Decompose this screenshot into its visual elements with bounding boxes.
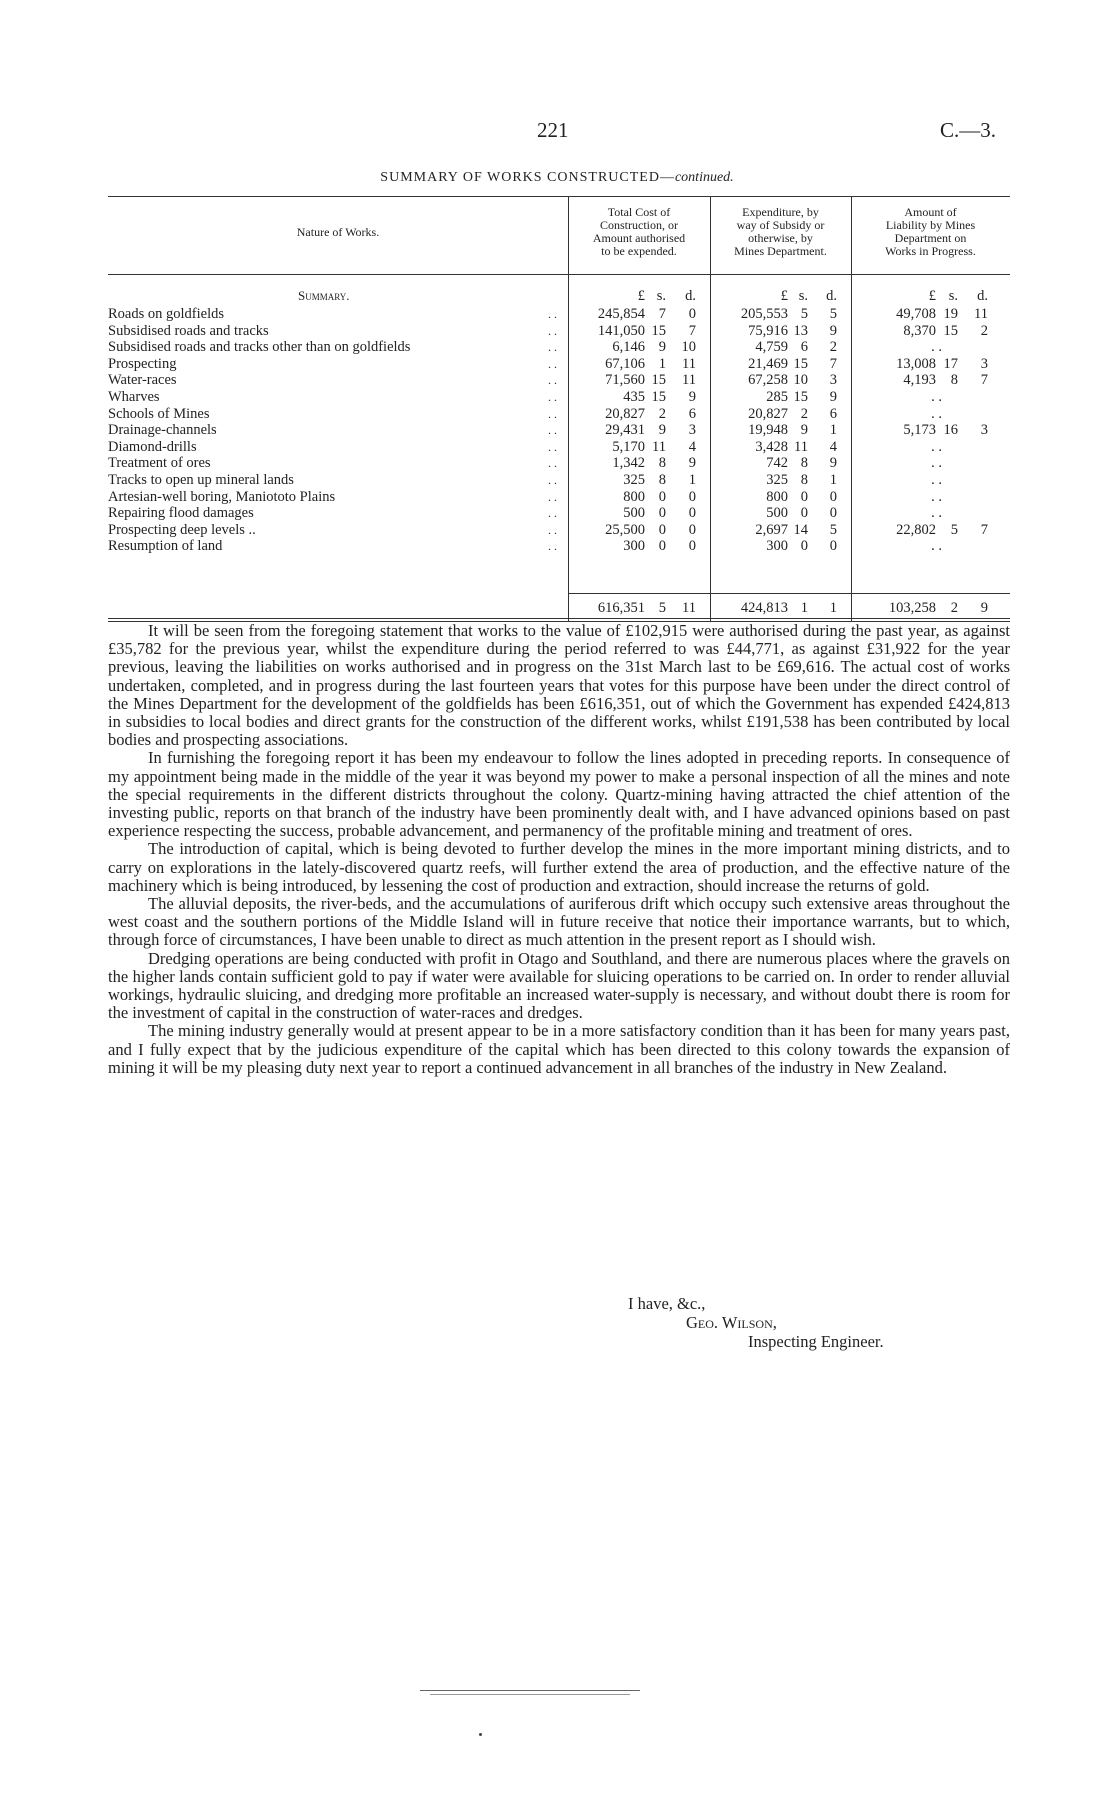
header-nature: Nature of Works.: [296, 225, 380, 239]
cost-pence: 9: [688, 389, 696, 405]
cost-shillings: 11: [652, 438, 666, 455]
unit-shillings: s.: [798, 288, 808, 304]
exp-pounds: 325: [766, 472, 788, 488]
exp-shillings: 5: [800, 306, 808, 322]
total-liab-pounds: 103,258: [888, 600, 936, 616]
total-cost-pence: 11: [682, 600, 696, 616]
signature-closing: I have, &c.,: [628, 1294, 706, 1313]
paragraph: In furnishing the foregoing report it has been my endeavour to follow the lines adopted in preceding reports. In consequence of my appointment being made in the middle of the year it was beyond my power to make a personal inspection of all the mines and note the special requirements in the different districts throughout the colony. Quartz-mining having attracted the chief attention of the investing public, reports on that branch of the industry have been prominently dealt with, and I have advanced opinions based on past experience respecting the success, probable advancement, and permanency of the profitable mining and treatment of ores.: [108, 748, 1010, 841]
total-liab-shillings: 2: [950, 600, 958, 616]
cost-pence: 9: [688, 455, 696, 472]
footer-rule: [420, 1690, 640, 1691]
leader-dots: . .: [548, 323, 557, 338]
cost-pounds: 300: [623, 538, 645, 555]
liab-pence: 3: [980, 355, 988, 372]
empty-cell: . .: [931, 438, 942, 455]
row-label: Schools of Mines: [108, 405, 210, 422]
exp-pence: 5: [829, 306, 837, 322]
exp-shillings: 0: [800, 538, 808, 555]
total-liab-pence: 9: [980, 600, 988, 616]
header-cost: Total Cost of Construction, or Amount authorised to be expended.: [592, 205, 686, 258]
exp-pounds: 4,759: [755, 339, 788, 356]
row-label: Diamond-drills: [108, 438, 197, 455]
leader-dots: . .: [548, 356, 557, 371]
row-label: Prospecting: [108, 355, 177, 372]
cost-shillings: 15: [651, 372, 666, 389]
row-label: Tracks to open up mineral lands: [108, 472, 294, 488]
footer-dot: [479, 1733, 482, 1736]
cost-pence: 11: [682, 372, 696, 389]
exp-pence: 2: [829, 339, 837, 356]
liab-pence: 3: [980, 422, 988, 439]
cost-pence: 4: [688, 438, 696, 455]
cost-shillings: 0: [658, 505, 666, 522]
paragraph: The alluvial deposits, the river-beds, and the accumulations of auriferous drift which occupy such extensive areas throughout the west coast and the southern portions of the Middle Island will in future receive that notice their importance warrants, but to which, through force of circumstances, I have been unable to direct as much attention in the present report as I should wish.: [108, 894, 1010, 950]
exp-pence: 9: [829, 389, 837, 405]
cost-shillings: 15: [651, 389, 666, 405]
cost-shillings: 2: [658, 405, 666, 422]
row-label: Subsidised roads and tracks: [108, 322, 269, 339]
empty-cell: . .: [931, 389, 942, 405]
exp-shillings: 8: [800, 472, 808, 488]
exp-shillings: 10: [793, 372, 808, 389]
empty-cell: . .: [931, 455, 942, 472]
unit-pence: d.: [826, 288, 837, 304]
cost-shillings: 9: [658, 422, 666, 439]
liab-shillings: 8: [950, 372, 958, 389]
unit-shillings: s.: [948, 288, 958, 304]
liab-pounds: 49,708: [896, 306, 936, 322]
unit-pence: d.: [685, 288, 696, 304]
unit-pounds: £: [928, 288, 936, 304]
cost-pounds: 141,050: [597, 322, 645, 339]
row-label: Water-races: [108, 372, 177, 389]
cost-shillings: 15: [651, 322, 666, 339]
exp-pounds: 21,469: [748, 355, 788, 372]
paragraph: The mining industry generally would at present appear to be in a more satisfactory condition than it has been for many years past, and I fully expect that by the judicious expenditure of the capital which has been directed to this colony towards the expansion of mining it will be my pleasing duty next year to report a continued advancement in all branches of the industry in New Zealand.: [108, 1021, 1010, 1077]
liab-shillings: 17: [943, 355, 958, 372]
liab-shillings: 5: [950, 521, 958, 538]
empty-cell: . .: [931, 505, 942, 522]
header-liability: Amount of Liability by Mines Department on Works in Progress.: [885, 205, 976, 258]
table-bottom-rule: [108, 618, 1010, 619]
exp-pence: 1: [829, 422, 837, 439]
signature-name: Geo. Wilson,: [686, 1313, 777, 1332]
total-exp-pounds: 424,813: [740, 600, 788, 616]
cost-pence: 0: [688, 488, 696, 505]
row-label: Prospecting deep levels ..: [108, 521, 256, 538]
leader-dots: . .: [548, 340, 557, 355]
row-label: Treatment of ores: [108, 455, 211, 472]
signature-title: Inspecting Engineer.: [748, 1332, 884, 1351]
cost-pence: 0: [688, 521, 696, 538]
cost-shillings: 8: [658, 472, 666, 488]
exp-shillings: 6: [800, 339, 808, 356]
liab-pounds: 4,193: [903, 372, 936, 389]
exp-pence: 0: [829, 488, 837, 505]
cost-pounds: 71,560: [605, 372, 645, 389]
cost-pounds: 800: [623, 488, 645, 505]
exp-pounds: 3,428: [755, 438, 788, 455]
leader-dots: . .: [548, 539, 557, 554]
liab-pounds: 13,008: [896, 355, 936, 372]
exp-shillings: 13: [793, 322, 808, 339]
liab-pounds: 5,173: [903, 422, 936, 439]
exp-pounds: 2,697: [755, 521, 788, 538]
paragraph: Dredging operations are being conducted with profit in Otago and Southland, and there are numerous places where the gravels on the higher lands contain sufficient gold to pay if water were available for sluicing operations to be carried on. In order to render alluvial workings, hydraulic sluicing, and dredging more profitable an increased water-supply is necessary, and without doubt there is room for the investment of capital in the construction of water-races and dredges.: [108, 948, 1010, 1023]
leader-dots: . .: [548, 390, 557, 404]
unit-shillings: s.: [656, 288, 666, 304]
paragraph: The introduction of capital, which is being devoted to further develop the mines in the more important mining districts, and to carry on explorations in the lately-discovered quartz reefs, will further extend the area of production, and the effective nature of the machinery which is being introduced, by lessening the cost of production and extraction, should increase the returns of gold.: [108, 839, 1010, 895]
cost-pounds: 20,827: [605, 405, 645, 422]
cost-shillings: 9: [658, 339, 666, 356]
exp-pence: 1: [829, 472, 837, 488]
cost-pence: 6: [688, 405, 696, 422]
leader-dots: . .: [548, 406, 557, 421]
leader-dots: . .: [548, 473, 557, 487]
cost-pounds: 245,854: [597, 306, 645, 322]
cost-shillings: 0: [658, 521, 666, 538]
cost-pounds: 1,342: [612, 455, 645, 472]
leader-dots: . .: [548, 373, 557, 388]
table-top-rule: [108, 196, 1010, 197]
liab-shillings: 16: [943, 422, 958, 439]
table-header-rule: [108, 274, 1010, 275]
cost-pence: 0: [688, 505, 696, 522]
header-expenditure: Expenditure, by way of Subsidy or otherwise, by Mines Department.: [734, 205, 827, 258]
cost-shillings: 1: [658, 355, 666, 372]
empty-cell: . .: [931, 339, 942, 356]
cost-pounds: 29,431: [605, 422, 645, 439]
exp-pence: 9: [829, 322, 837, 339]
exp-pence: 3: [829, 372, 837, 389]
leader-dots: . .: [548, 307, 557, 321]
exp-pence: 0: [829, 538, 837, 555]
exp-shillings: 15: [793, 355, 808, 372]
empty-cell: . .: [931, 538, 942, 555]
leader-dots: . .: [548, 456, 557, 471]
leader-dots: . .: [548, 506, 557, 521]
liab-pounds: 8,370: [903, 322, 936, 339]
exp-shillings: 11: [794, 438, 808, 455]
unit-pounds: £: [637, 288, 645, 304]
cost-shillings: 0: [658, 488, 666, 505]
exp-pence: 4: [829, 438, 837, 455]
cost-pounds: 435: [623, 389, 645, 405]
exp-shillings: 15: [793, 389, 808, 405]
row-label: Resumption of land: [108, 538, 223, 555]
unit-pounds: £: [780, 288, 788, 304]
exp-pence: 0: [829, 505, 837, 522]
exp-pence: 6: [829, 405, 837, 422]
col-divider-3: [851, 196, 852, 621]
cost-pence: 11: [682, 355, 696, 372]
row-label: Roads on goldfields: [108, 306, 224, 322]
cost-pence: 3: [688, 422, 696, 439]
exp-pounds: 800: [766, 488, 788, 505]
liab-shillings: 15: [943, 322, 958, 339]
exp-shillings: 8: [800, 455, 808, 472]
empty-cell: . .: [931, 405, 942, 422]
document-reference: C.—3.: [940, 118, 997, 142]
total-cost-shillings: 5: [658, 600, 666, 616]
exp-pounds: 742: [766, 455, 788, 472]
paragraph: It will be seen from the foregoing statement that works to the value of £102,915 were authorised during the past year, as against £35,782 for the previous year, whilst the expenditure during the period referred to was £44,771, as against £31,922 for the year previous, leaving the liabilities on works authorised and in progress on the 31st March last to be £69,616. The actual cost of works undertaken, completed, and in progress during the last fourteen years that votes for this purpose have been under the direct control of the Mines Department for the development of the goldfields has been £616,351, out of which the Government has expended £424,813 in subsidies to local bodies and direct grants for the construction of the different works, whilst £191,538 has been contributed by local bodies and prospecting associations.: [108, 621, 1010, 750]
cost-pence: 0: [688, 306, 696, 322]
exp-pounds: 205,553: [740, 306, 788, 322]
empty-cell: . .: [931, 488, 942, 505]
liab-pence: 7: [980, 521, 988, 538]
exp-shillings: 9: [800, 422, 808, 439]
cost-shillings: 7: [658, 306, 666, 322]
total-exp-shillings: 1: [800, 600, 808, 616]
leader-dots: . .: [548, 522, 557, 537]
exp-shillings: 14: [793, 521, 808, 538]
liab-pence: 2: [980, 322, 988, 339]
liab-pounds: 22,802: [896, 521, 936, 538]
liab-pence: 7: [980, 372, 988, 389]
table-title-suffix: continued.: [674, 170, 734, 185]
row-label: Artesian-well boring, Maniototo Plains: [108, 488, 336, 505]
row-label: Subsidised roads and tracks other than on goldfields: [108, 339, 411, 356]
cost-pounds: 25,500: [605, 521, 645, 538]
exp-shillings: 0: [800, 488, 808, 505]
row-label: Repairing flood damages: [108, 505, 254, 522]
cost-pounds: 325: [623, 472, 645, 488]
cost-pounds: 67,106: [605, 355, 645, 372]
unit-pence: d.: [977, 288, 988, 304]
leader-dots: . .: [548, 423, 557, 438]
exp-pounds: 20,827: [748, 405, 788, 422]
report-body: [108, 622, 1010, 1077]
table-total-rule: [568, 593, 1010, 594]
exp-pence: 9: [829, 455, 837, 472]
table-title: [0, 170, 1114, 186]
exp-shillings: 0: [800, 505, 808, 522]
cost-shillings: 8: [658, 455, 666, 472]
cost-pounds: 500: [623, 505, 645, 522]
exp-pounds: 300: [766, 538, 788, 555]
row-label: Wharves: [108, 389, 160, 405]
leader-dots: . .: [548, 489, 557, 504]
cost-pence: 7: [688, 322, 696, 339]
total-cost-pounds: 616,351: [597, 600, 645, 616]
exp-pence: 5: [829, 521, 837, 538]
exp-pence: 7: [829, 355, 837, 372]
page-number: 221: [537, 118, 569, 142]
total-exp-pence: 1: [829, 600, 837, 616]
row-label: Drainage-channels: [108, 422, 217, 439]
cost-pounds: 5,170: [612, 438, 645, 455]
liab-pence: 11: [974, 306, 988, 322]
cost-pence: 10: [681, 339, 696, 356]
exp-pounds: 500: [766, 505, 788, 522]
cost-shillings: 0: [658, 538, 666, 555]
exp-shillings: 2: [800, 405, 808, 422]
liab-shillings: 19: [943, 306, 958, 322]
empty-cell: . .: [931, 472, 942, 488]
exp-pounds: 19,948: [748, 422, 788, 439]
section-label: Summary.: [298, 288, 350, 303]
footer-rule-2: [430, 1694, 630, 1695]
exp-pounds: 285: [766, 389, 788, 405]
cost-pence: 0: [688, 538, 696, 555]
table-title-main: SUMMARY OF WORKS CONSTRUCTED—: [380, 170, 675, 185]
exp-pounds: 75,916: [748, 322, 788, 339]
leader-dots: . .: [548, 439, 557, 454]
exp-pounds: 67,258: [748, 372, 788, 389]
cost-pounds: 6,146: [612, 339, 645, 356]
cost-pence: 1: [688, 472, 696, 488]
